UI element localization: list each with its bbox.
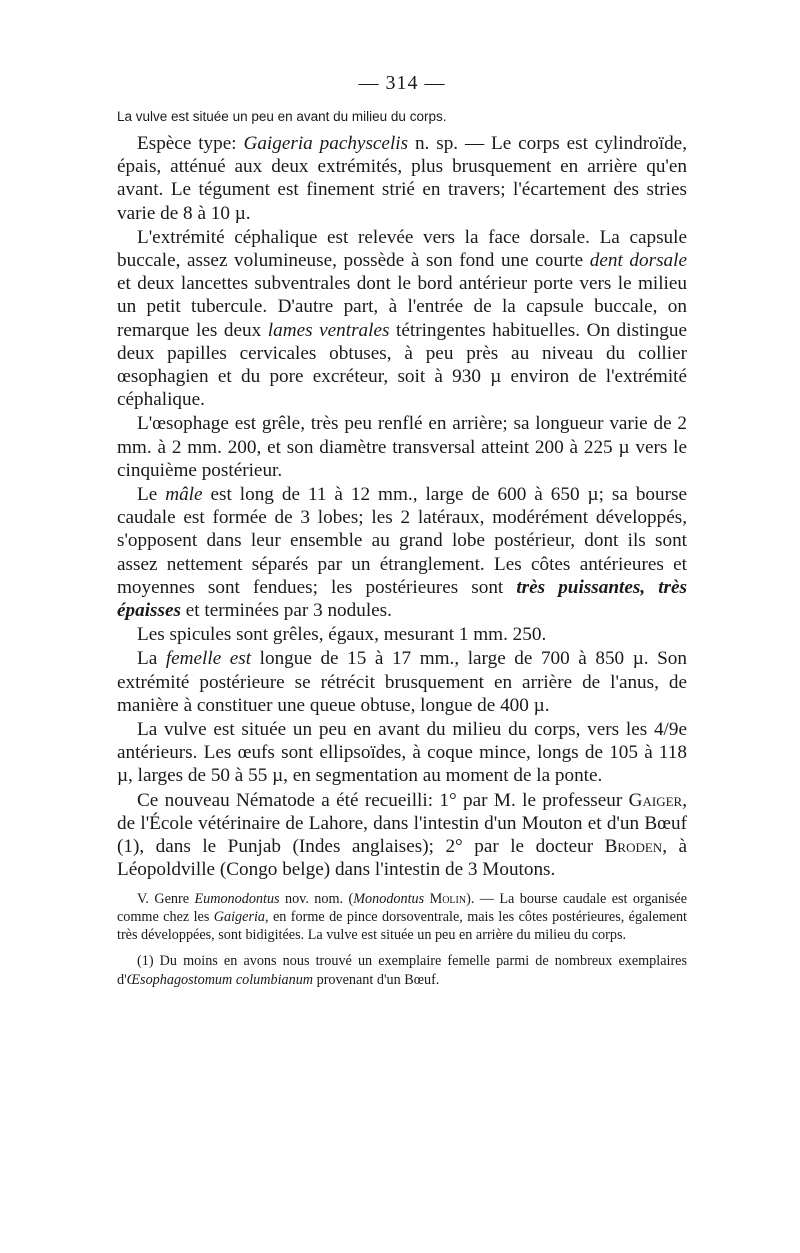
species-name: Gaigeria pachyscelis (243, 133, 409, 154)
top-note: La vulve est située un peu en avant du milieu du corps. (117, 109, 447, 124)
footnote: (1) Du moins en avons nous trouvé un exemplaire femelle parmi de nombreux exemplaires d'Œsophagostomum columbianum provenant d'un Bœuf. (117, 953, 687, 988)
spicules-paragraph: Les spicules sont grêles, égaux, mesurant 1 mm. 250. (137, 624, 547, 646)
oesophage-paragraph: L'œsophage est grêle, très peu renflé en arrière; sa longueur varie de 2 mm. à 2 mm. 200, et son diamètre transversal atteint 200 à 225 µ vers le cinquième postérieur. (117, 413, 687, 481)
cephalic-paragraph: L'extrémité céphalique est relevée vers la face dorsale. La capsule buccale, assez volumineuse, possède à son fond une courte dent dorsale et deux lancettes subventrales dont le bord antérieur porte vers le milieu un petit tubercule. D'autre part, à l'entrée de la capsule buccale, on remarque les deux lames ventrales tétringentes habituelles. On distingue deux papilles cervicales obtuses, à peu près au niveau du collier œsophagien et du pore excréteur, soit à 930 µ environ de l'extrémité céphalique. (117, 226, 687, 411)
page-number: — 314 — (358, 72, 446, 94)
nematode-paragraph: Ce nouveau Nématode a été recueilli: 1° par M. le professeur Gaiger, de l'École vétérinaire de Lahore, dans l'intestin d'un Mouton et d'un Bœuf (1), dans le Punjab (Indes anglaises); 2° par le docteur Broden, à Léopoldville (Congo belge) dans l'intestin de 3 Moutons. (117, 789, 687, 881)
page (117, 72, 687, 989)
femelle-paragraph: La femelle est longue de 15 à 17 mm., large de 700 à 850 µ. Son extrémité postérieure se rétrécit brusquement en arrière de l'anus, de manière à constituer une queue obtuse, longue de 400 µ. (117, 648, 687, 716)
male-paragraph: Le mâle est long de 11 à 12 mm., large de 600 à 650 µ; sa bourse caudale est formée de 3 lobes; les 2 latéraux, modérément développés, s'opposent dans leur ensemble au grand lobe postérieur, dont ils sont assez nettement séparés par un étranglement. Les côtes antérieures et moyennes sont fendues; les postérieures sont très puissantes, très épaisses et terminées par 3 nodules. (117, 484, 687, 622)
genre-paragraph: V. Genre Eumonodontus nov. nom. (Monodontus Molin). — La bourse caudale est organisée comme chez les Gaigeria, en forme de pince dorsoventrale, mais les côtes postérieures, également très développées, sont bidigitées. La vulve est située un peu en arrière du milieu du corps. (117, 890, 688, 944)
species-paragraph: Espèce type: Gaigeria pachyscelis n. sp. — Le corps est cylindroïde, épais, atténué aux deux extrémités, plus brusquement en arrière qu'en avant. Le tégument est finement strié en travers; l'écartement des stries varie de 8 à 10 µ. (117, 133, 687, 224)
vulve-paragraph: La vulve est située un peu en avant du milieu du corps, vers les 4/9e antérieurs. Les œufs sont ellipsoïdes, à coque mince, longs de 105 à 118 µ, larges de 50 à 55 µ, en segmentation au moment de la ponte. (117, 719, 687, 787)
